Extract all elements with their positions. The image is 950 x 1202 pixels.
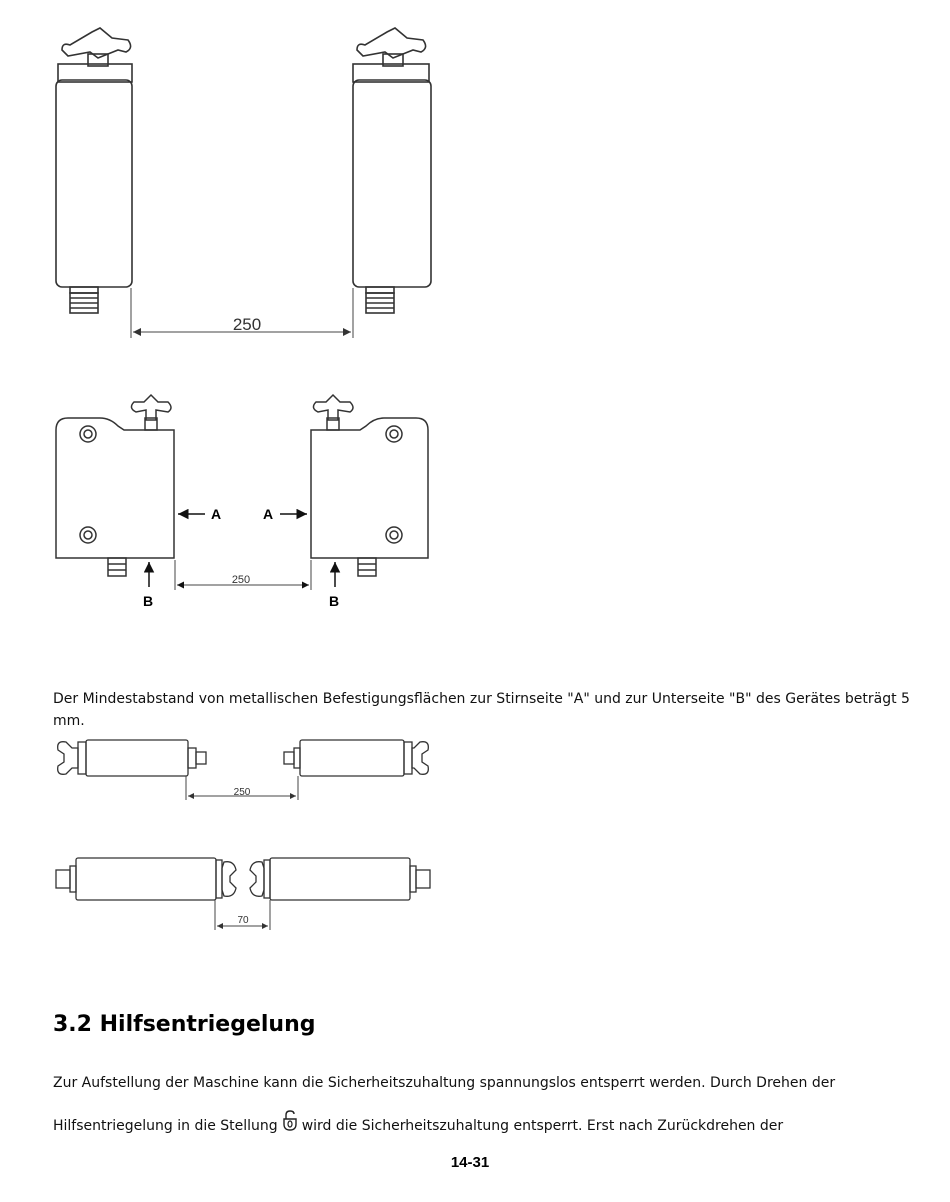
figure-3-side-view [0, 728, 950, 808]
switch-side-right [284, 740, 428, 776]
unlock-position-icon [282, 1110, 298, 1139]
page-number: 14-31 [450, 1154, 490, 1171]
switch-left [56, 28, 132, 313]
figure-4-side-view-reversed [0, 848, 950, 938]
label-a-left: A [211, 506, 222, 522]
switch-front-right [311, 395, 428, 576]
dimension-label-1: 250 [232, 315, 262, 334]
paragraph-unlock-line2 [53, 1110, 913, 1139]
dimension-label-2: 250 [231, 574, 251, 586]
switch-front-left [56, 395, 174, 576]
label-b-right: B [329, 593, 340, 609]
dimension-label-4: 70 [237, 915, 249, 926]
switch-right [353, 28, 431, 313]
figure-1-top-view [0, 0, 950, 360]
switch-side-left-reversed [56, 858, 236, 900]
label-a-right: A [263, 506, 274, 522]
paragraph-unlock-line2-before: Hilfsentriegelung in die Stellung [53, 1118, 278, 1134]
switch-side-left [58, 740, 206, 776]
paragraph-unlock-line2-after: wird die Sicherheitszuhaltung entsperrt. Erst nach Zurückdrehen der [301, 1118, 784, 1134]
paragraph-unlock-line1: Zur Aufstellung der Maschine kann die Sicherheitszuhaltung spannungslos entsperrt werden. Durch Drehen der [53, 1075, 836, 1091]
switch-side-right-reversed [250, 858, 430, 900]
label-b-left: B [143, 593, 154, 609]
paragraph-min-distance: Der Mindestabstand von metallischen Befestigungsflächen zur Stirnseite "A" und zur Unterseite "B" des Gerätes beträgt 5 mm. [53, 691, 910, 729]
figure-2-front-view [0, 380, 950, 630]
section-heading: 3.2 Hilfsentriegelung [53, 1012, 316, 1037]
dimension-label-3: 250 [233, 787, 251, 798]
